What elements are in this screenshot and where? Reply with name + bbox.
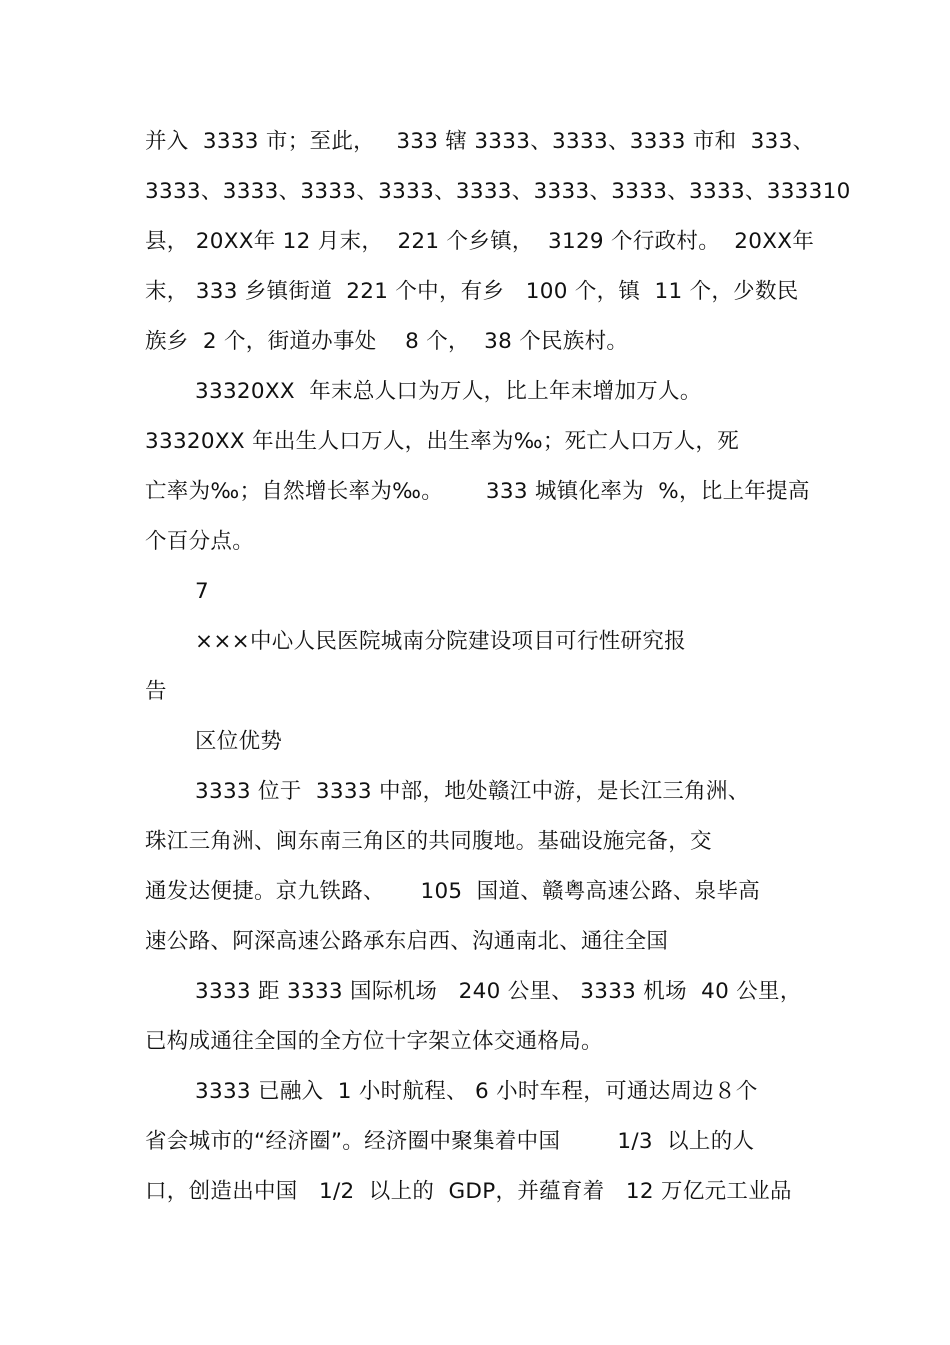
text-line: 3333 位于 3333 中部，地处赣江中游，是长江三角洲、 xyxy=(195,779,750,804)
text-line: 珠江三角洲、闽东南三角区的共同腹地。基础设施完备，交 xyxy=(145,829,712,854)
header-title: ×××中心人民医院城南分院建设项目可行性研究报 xyxy=(195,629,686,654)
text-line: 族乡 2 个，街道办事处 8 个， 38 个民族村。 xyxy=(145,329,629,354)
text-line: 速公路、阿深高速公路承东启西、沟通南北、通往全国 xyxy=(145,929,669,954)
text-line: 通发达便捷。京九铁路、 105 国道、赣粤高速公路、泉毕高 xyxy=(145,879,761,904)
text-line: 3333、3333、3333、3333、3333、3333、3333、3333、333310 xyxy=(145,179,851,204)
section-heading: 区位优势 xyxy=(195,729,283,754)
text-line: 已构成通往全国的全方位十字架立体交通格局。 xyxy=(145,1029,603,1054)
page-number: 7 xyxy=(195,579,209,604)
text-line: 并入 3333 市；至此， 333 辖 3333、3333、3333 市和 333、 xyxy=(145,129,815,154)
text-line: 33320XX 年出生人口万人，出生率为‰；死亡人口万人，死 xyxy=(145,429,740,454)
text-line: 县， 20XX年 12 月末， 221 个乡镇， 3129 个行政村。 20XX年 xyxy=(145,229,815,254)
text-line: 个百分点。 xyxy=(145,529,255,554)
header-title-continued: 告 xyxy=(145,679,167,704)
text-line: 省会城市的“经济圈”。经济圈中聚集着中国 1/3 以上的人 xyxy=(145,1129,755,1154)
text-line: 亡率为‰；自然增长率为‰。 333 城镇化率为 %，比上年提高 xyxy=(145,479,810,504)
text-line: 末， 333 乡镇街道 221 个中，有乡 100 个，镇 11 个，少数民 xyxy=(145,279,799,304)
text-line: 3333 距 3333 国际机场 240 公里、 3333 机场 40 公里， xyxy=(195,979,802,1004)
text-line: 口，创造出中国 1/2 以上的 GDP，并蕴育着 12 万亿元工业品 xyxy=(145,1179,792,1204)
text-line: 33320XX 年末总人口为万人，比上年末增加万人。 xyxy=(195,379,702,404)
text-line: 3333 已融入 1 小时航程、 6 小时车程，可通达周边８个 xyxy=(195,1079,758,1104)
